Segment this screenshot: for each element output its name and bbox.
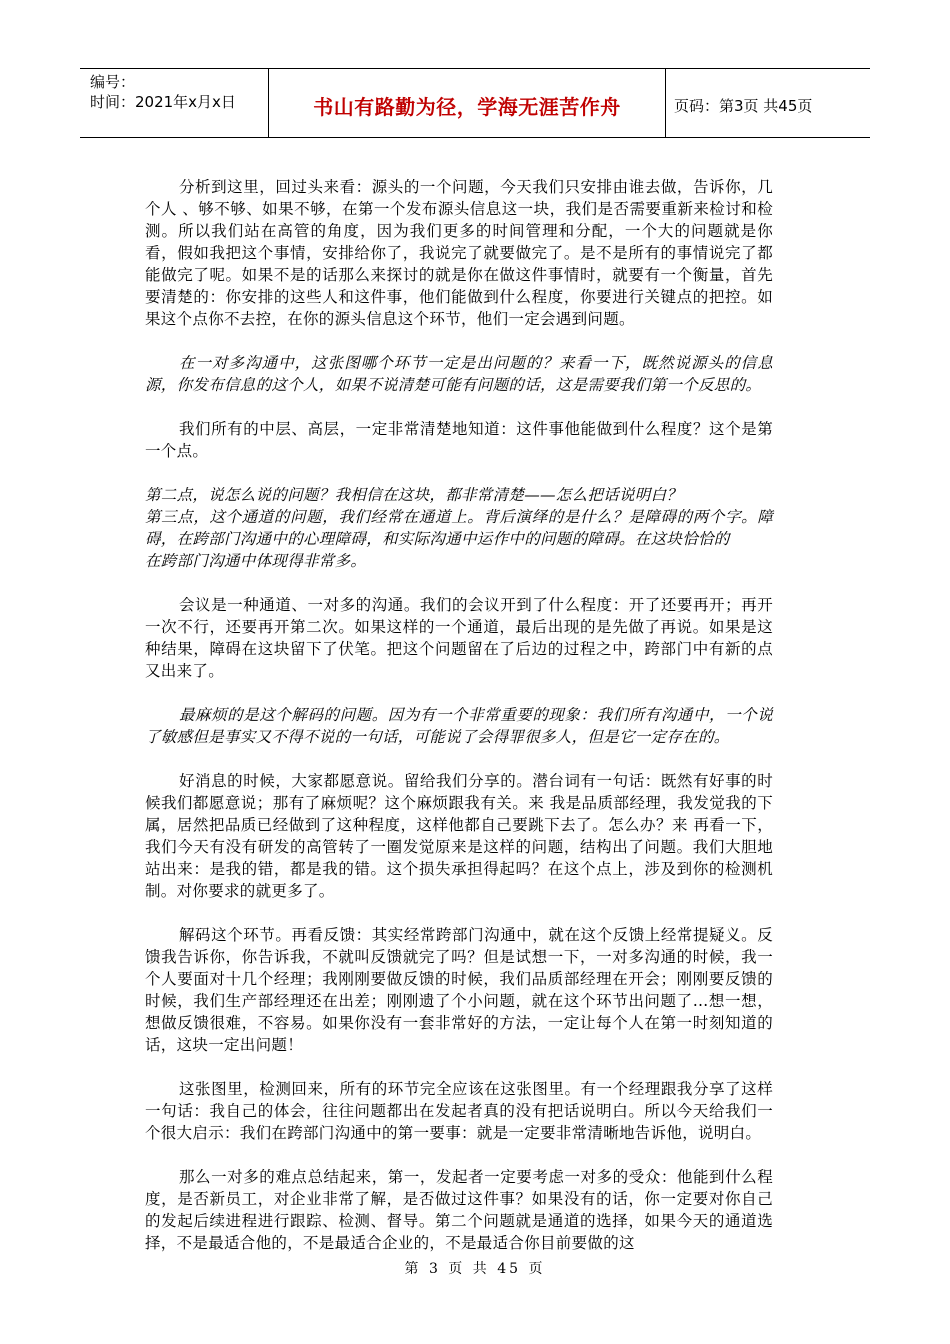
document-number-label: 编号： xyxy=(90,73,136,91)
document-header xyxy=(80,68,870,138)
paragraph: 第三点，这个通道的问题，我们经常在通道上。背后演绎的是什么？是障碍的两个字。障碍，在跨部门沟通中的心理障碍，和实际沟通中运作中的问题的障碍。在这块恰恰的 xyxy=(145,508,773,548)
paragraph: 那么一对多的难点总结起来，第一，发起者一定要考虑一对多的受众：他能到什么程度，是否新员工，对企业非常了解，是否做过这件事？如果没有的话，你一定要对你自己的发起后续进程进行跟踪、检测、督导。第二个问题就是通道的选择，如果今天的通道选择，不是最适合他的，不是最适合企业的，不是最适合你目前要做的这 xyxy=(145,1168,773,1252)
header-page-number: 页码：第3页 共45页 xyxy=(674,97,813,115)
paragraph: 我们所有的中层、高层，一定非常清楚地知道：这件事他能做到什么程度？这个是第一个点。 xyxy=(145,420,773,460)
paragraph: 分析到这里，回过头来看：源头的一个问题，今天我们只安排由谁去做，告诉你，几个人 、够不够、如果不够，在第一个发布源头信息这一块，我们是否需要重新来检讨和检测。所以我们站在高管的角度，因为我们更多的时间管理和分配，一个大的问题就是你看，假如我把这个事情，安排给你了，我说完了就要做完了。是不是所有的事情说完了都能做完了呢。如果不是的话那么来探讨的就是你在做这件事情时，就要有一个衡量，首先要清楚的：你安排的这些人和这件事，他们能做到什么程度，你要进行关键点的把控。如果这个点你不去控，在你的源头信息这个环节，他们一定会遇到问题。 xyxy=(145,178,773,328)
paragraph: 好消息的时候，大家都愿意说。留给我们分享的。潜台词有一句话：既然有好事的时候我们都愿意说；那有了麻烦呢？这个麻烦跟我有关。来 我是品质部经理，我发觉我的下属，居然把品质已经做到了这种程度，这样他都自己要跳下去了。怎么办？来 再看一下，我们今天有没有研发的高管转了一圈发觉原来是这样的问题，结构出了问题。我们大胆地站出来：是我的错，都是我的错。这个损失承担得起吗？在这个点上，涉及到你的检测机制。对你要求的就更多了。 xyxy=(145,772,773,900)
paragraph: 会议是一种通道、一对多的沟通。我们的会议开到了什么程度：开了还要再开；再开一次不行，还要再开第二次。如果这样的一个通道，最后出现的是先做了再说。如果是这种结果，障碍在这块留下了伏笔。把这个问题留在了后边的过程之中，跨部门中有新的点又出来了。 xyxy=(145,596,773,680)
motto-text: 书山有路勤为径，学海无涯苦作舟 xyxy=(313,95,621,119)
paragraph: 解码这个环节。再看反馈：其实经常跨部门沟通中，就在这个反馈上经常提疑义。反馈我告诉你，你告诉我，不就叫反馈就完了吗？但是试想一下，一对多沟通的时候，我一个人要面对十几个经理；我刚刚要做反馈的时候，我们品质部经理在开会；刚刚要反馈的时候，我们生产部经理还在出差；刚刚遗了个小问题，就在这个环节出问题了…想一想，想做反馈很难，不容易。如果你没有一套非常好的方法，一定让每个人在第一时刻知道的话，这块一定出问题！ xyxy=(145,926,773,1054)
paragraph: 这张图里，检测回来，所有的环节完全应该在这张图里。有一个经理跟我分享了这样一句话：我自己的体会，往往问题都出在发起者真的没有把话说明白。所以今天给我们一个很大启示：我们在跨部门沟通中的第一要事：就是一定要非常清晰地告诉他，说明白。 xyxy=(145,1080,773,1142)
paragraph: 在跨部门沟通中体现得非常多。 xyxy=(145,552,367,570)
document-body xyxy=(145,176,773,1254)
paragraph: 在一对多沟通中，这张图哪个环节一定是出问题的？来看一下，既然说源头的信息源，你发布信息的这个人，如果不说清楚可能有问题的话，这是需要我们第一个反思的。 xyxy=(145,354,773,394)
document-time-label: 时间：2021年x月x日 xyxy=(90,93,236,111)
header-motto-cell xyxy=(269,69,666,137)
paragraph: 第二点，说怎么说的问题？我相信在这块，都非常清楚——怎么把话说明白？ xyxy=(145,486,683,504)
page-footer: 第 3 页 共 45 页 xyxy=(404,1261,546,1277)
paragraph: 最麻烦的是这个解码的问题。因为有一个非常重要的现象：我们所有沟通中，一个说了敏感但是事实又不得不说的一句话，可能说了会得罪很多人，但是它一定存在的。 xyxy=(145,706,773,746)
header-info-cell xyxy=(80,69,269,137)
header-page-cell xyxy=(666,69,870,137)
